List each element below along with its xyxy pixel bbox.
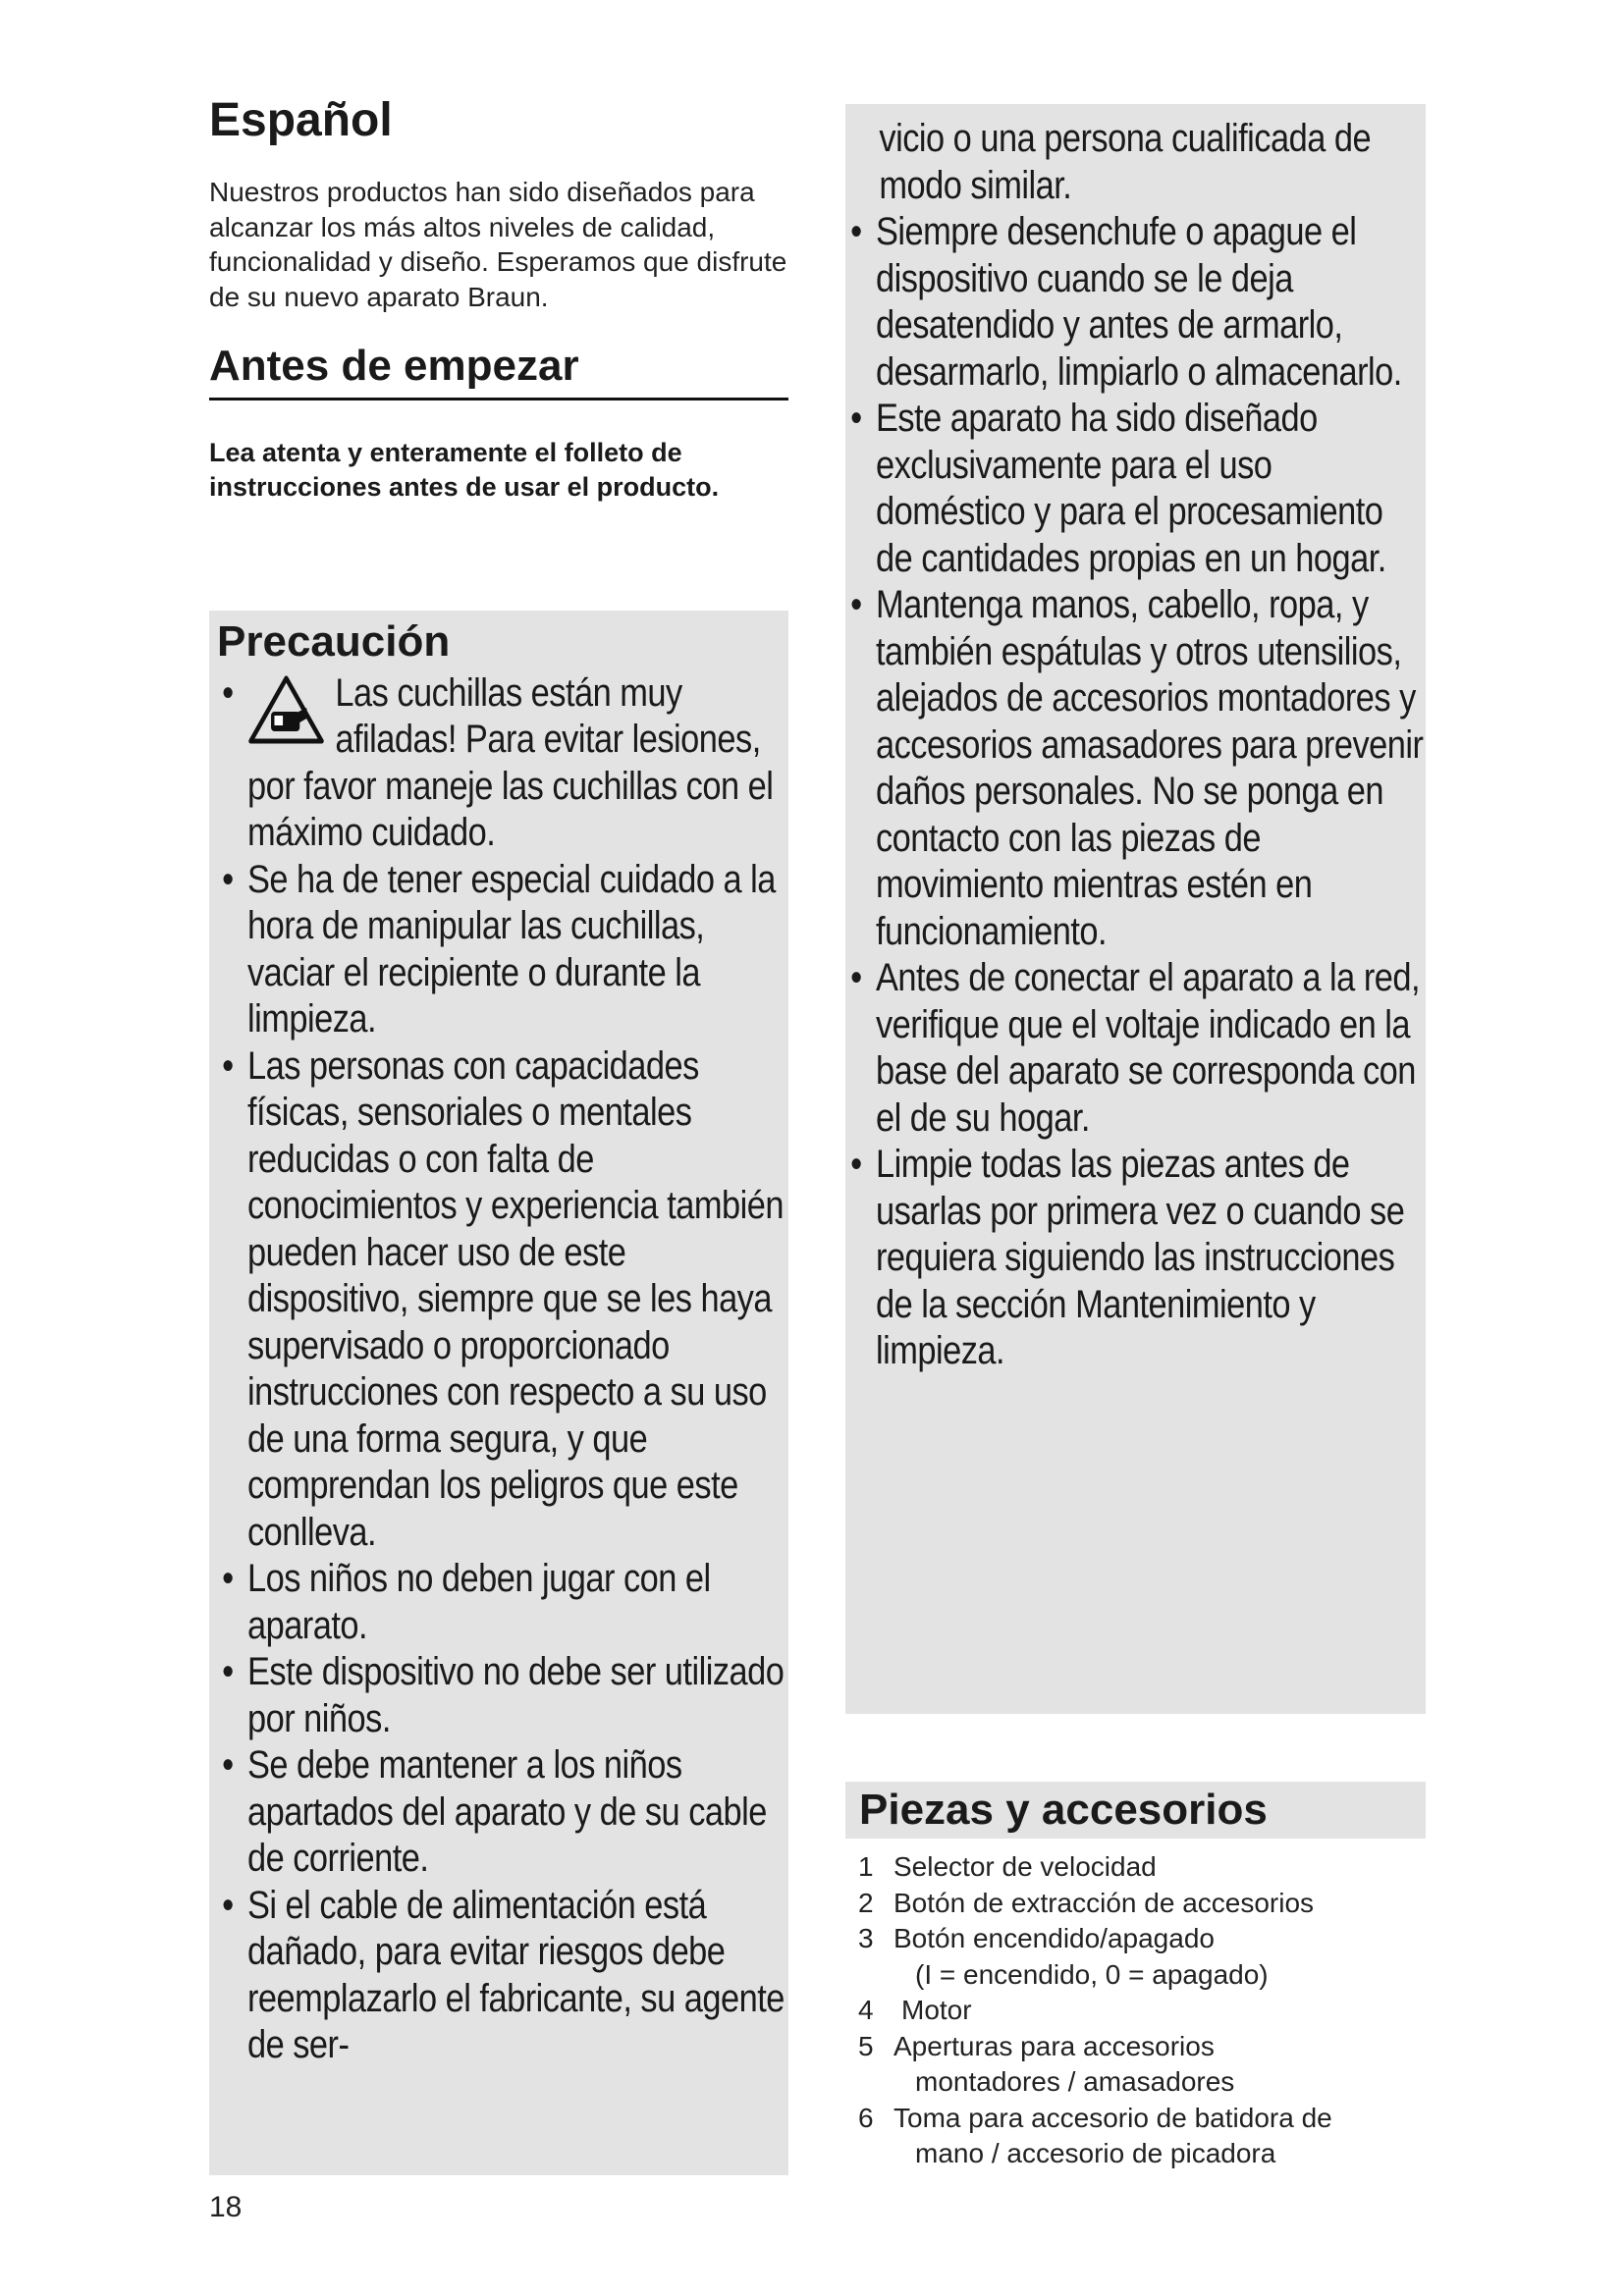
caution-item-text: Siempre desenchufe o apague el dispositivo cuando se le deja desatendido y antes de armarlo, desarmarlo, limpiarlo o almacenarlo.	[875, 210, 1402, 394]
part-label-cont: (I = encendido, 0 = apagado)	[915, 1958, 1269, 1990]
caution-item	[217, 670, 787, 857]
caution-list-right	[845, 116, 1425, 1375]
page-number: 18	[209, 2191, 243, 2223]
caution-list-left	[217, 670, 787, 2069]
part-item	[858, 1921, 1428, 1993]
caution-item	[845, 955, 1425, 1142]
caution-item-text: Limpie todas las piezas antes de usarlas por primera vez o cuando se requiera siguiendo las instrucciones de la sección Mantenimiento y limpieza.	[875, 1143, 1405, 1372]
caution-item-text: Las cuchillas están muy afiladas! Para evitar lesiones, por favor maneje las cuchillas con el máximo cuidado.	[246, 670, 774, 855]
language-heading: Español	[209, 94, 393, 146]
caution-item-text: Se debe mantener a los niños apartados del aparato y de su cable de corriente.	[246, 1743, 767, 1881]
bullet-icon: •	[222, 1883, 234, 1927]
bullet-icon: •	[222, 857, 234, 901]
part-label: Toma para accesorio de batidora de	[893, 2102, 1332, 2133]
part-number: 1	[858, 1851, 874, 1882]
part-label: Botón de extracción de accesorios	[893, 1887, 1315, 1918]
bullet-icon: •	[222, 670, 234, 715]
part-item	[858, 2029, 1428, 2101]
bullet-icon: •	[222, 1043, 234, 1088]
bullet-icon: •	[222, 1743, 234, 1788]
part-item	[858, 1886, 1428, 1922]
caution-item	[845, 1142, 1425, 1375]
part-label-cont: mano / accesorio de picadora	[915, 2138, 1276, 2168]
bullet-icon: •	[850, 956, 862, 999]
left-column	[209, 93, 788, 505]
bullet-icon: •	[850, 210, 862, 253]
warning-blade-icon	[247, 674, 325, 745]
part-item	[858, 1993, 1428, 2029]
caution-item	[845, 209, 1425, 396]
caution-item-text: Mantenga manos, cabello, ropa, y también espátulas y otros utensilios, alejados de accesorios montadores y accesorios amasadores para prevenir daños personales. No se ponga en contacto con las piezas de movimiento mientras estén en funcionamiento.	[875, 583, 1424, 953]
caution-heading: Precaución	[217, 617, 451, 666]
caution-item	[217, 1742, 787, 1883]
caution-item-text: Antes de conectar el aparato a la red, verifique que el voltaje indicado en la base del aparato se corresponda con el de su hogar.	[875, 956, 1421, 1140]
part-label-cont: montadores / amasadores	[915, 2066, 1235, 2097]
caution-item	[217, 857, 787, 1043]
part-label: Selector de velocidad	[893, 1851, 1157, 1882]
caution-item-text: Este dispositivo no debe ser utilizado por niños.	[246, 1650, 785, 1740]
before-start-heading: Antes de empezar	[209, 342, 788, 400]
caution-continued-text: vicio o una persona cualificada de modo similar.	[879, 117, 1372, 207]
caution-item	[217, 1883, 787, 2069]
bullet-icon: •	[850, 1143, 862, 1186]
caution-item-text: Este aparato ha sido diseñado exclusivamente para el uso doméstico y para el procesamiento de cantidades propias en un hogar.	[875, 397, 1386, 580]
part-label: Aperturas para accesorios	[893, 2030, 1215, 2061]
caution-item-text: Las personas con capacidades físicas, sensoriales o mentales reducidas o con falta de conocimientos y experiencia también pueden hacer uso de este dispositivo, siempre que se les haya supervisado o proporcionado instrucciones con respecto a su uso de una forma segura, y que comprendan los peligros que este conlleva.	[246, 1043, 784, 1554]
bullet-icon: •	[222, 1650, 234, 1694]
part-number: 6	[858, 2102, 874, 2133]
part-item	[858, 1849, 1428, 1886]
caution-item	[845, 396, 1425, 582]
part-number: 5	[858, 2030, 874, 2061]
bullet-icon: •	[222, 1557, 234, 1601]
part-number: 3	[858, 1923, 874, 1953]
bullet-icon: •	[850, 583, 862, 626]
caution-item-text: Los niños no deben jugar con el aparato.	[246, 1557, 711, 1647]
part-label: Motor	[901, 1995, 972, 2025]
part-number: 4	[858, 1995, 874, 2025]
caution-item	[845, 582, 1425, 955]
caution-item	[217, 1556, 787, 1649]
part-item	[858, 2101, 1428, 2172]
bullet-icon: •	[850, 397, 862, 440]
intro-paragraph: Nuestros productos han sido diseñados para alcanzar los más altos niveles de calidad, funcionalidad y diseño. Esperamos que disfrute de su nuevo aparato Braun.	[209, 177, 787, 312]
caution-item-text: Si el cable de alimentación está dañado, para evitar riesgos debe reemplazarlo el fabricante, su agente de ser-	[246, 1883, 785, 2067]
caution-box-left	[209, 611, 788, 2175]
part-number: 2	[858, 1887, 874, 1918]
caution-box-right	[845, 104, 1426, 1714]
before-start-text: Lea atenta y enteramente el folleto de instrucciones antes de usar el producto.	[209, 438, 720, 503]
part-label: Botón encendido/apagado	[893, 1923, 1215, 1953]
caution-item	[217, 1043, 787, 1557]
parts-list	[858, 1849, 1428, 2172]
caution-item	[217, 1649, 787, 1742]
parts-heading: Piezas y accesorios	[845, 1782, 1426, 1839]
caution-item-text: Se ha de tener especial cuidado a la hora de manipular las cuchillas, vaciar el recipiente o durante la limpieza.	[246, 857, 776, 1041]
